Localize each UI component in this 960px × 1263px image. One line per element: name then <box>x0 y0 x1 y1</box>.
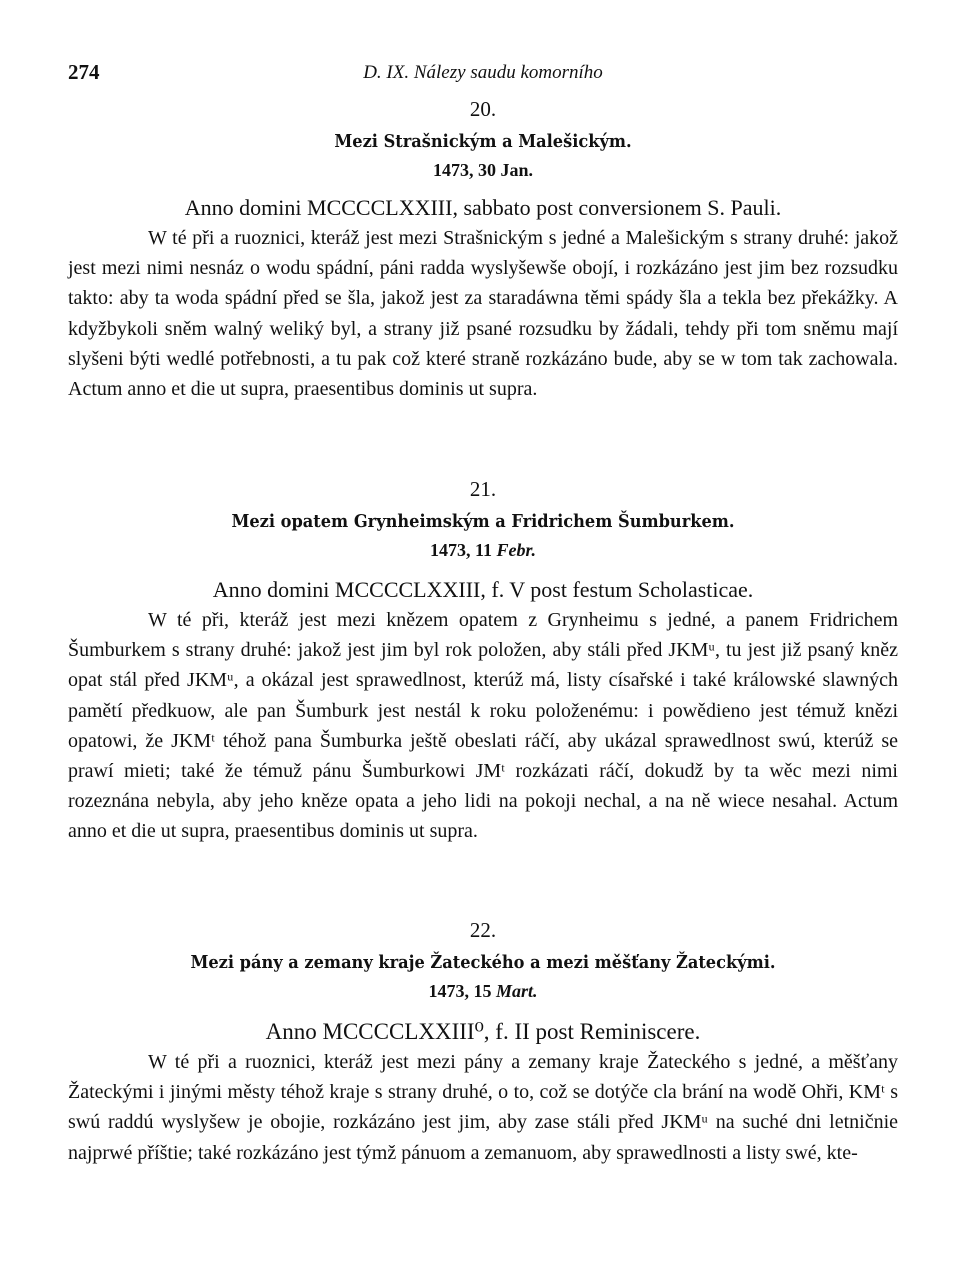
document-date <box>68 536 898 564</box>
document-text: W té při a ruoznici, kteráž jest mezi pány a zemany kraje Žateckého s jedné, a měšťany Žateckými i jinými městy téhož kraje s strany druhé, o to, což se dotýče cla brání na wodě Ohři, KMᵗ s swú raddú wyslyšew je obojie, rozkázáno jest jim, aby zase stáli před JKMᵘ na suché dni letničnie najprwé příštie; také rozkázáno jest týmž pánuom a zemanuom, aby sprawedlnosti a listy swé, kte- <box>68 1051 898 1164</box>
section-20 <box>68 94 898 404</box>
document-date-month: Febr. <box>496 540 537 560</box>
document-date-month: Mart. <box>495 981 538 1001</box>
document-text: W té při, kteráž jest mezi knězem opatem z Grynheimu s jedné, a panem Fridrichem Šumburkem s strany druhé: jakož jest jim byl rok položen, aby stáli před JKMᵘ, tu jest již psaný kněz opat stál před JKMᵘ, a okázal jest sprawedlnost, kterúž má, listy císařské i také králowské slawných pamětí předkuow, ale pan Šumburk jest nestál k roku položenému: i powědieno jest témuž knězi opatowi, že JKMᵗ téhož pana Šumburka ještě obeslati ráčí, aby ukázal sprawedlnost swú, kterúž se prawí mieti; také že témuž pánu Šumburkowi JMᵗ rozkázati ráčí, dokudž by ta wěc mezi nimi rozeznána nebyla, aby jeho kněze opata a jeho lidi na pokoji nechal, a na ně wiece nesahal. Actum anno et die ut supra, praesentibus dominis ut supra. <box>68 609 898 843</box>
document-date-day: 1473, 15 <box>428 981 492 1001</box>
document-date-day: 1473, 11 <box>429 540 492 560</box>
anno-line: Anno domini MCCCCLXXIII, sabbato post conversionem S. Pauli. <box>184 195 782 220</box>
document-date-month: Jan. <box>500 160 533 180</box>
document-number: 21. <box>469 477 497 501</box>
document-date <box>68 156 898 184</box>
anno-line: Anno MCCCCLXXIII⁰, f. II post Reminiscere. <box>265 1019 701 1044</box>
document-heading: Mezi pány a zemany kraje Žateckého a mezi měšťany Žateckými. <box>190 952 776 973</box>
document-date-day: 1473, 30 <box>432 160 496 180</box>
section-22 <box>68 915 898 1168</box>
document-heading: Mezi Strašnickým a Malešickým. <box>334 131 632 152</box>
document-heading: Mezi opatem Grynheimským a Fridrichem Šumburkem. <box>231 511 735 532</box>
running-title: D. IX. Nálezy saudu komorního <box>363 62 603 83</box>
page-number: 274 <box>68 60 100 84</box>
document-number: 22. <box>469 918 497 942</box>
running-head <box>68 60 898 90</box>
section-21 <box>68 474 898 847</box>
anno-line: Anno domini MCCCCLXXIII, f. V post festum Scholasticae. <box>212 577 754 602</box>
document-number: 20. <box>469 97 497 121</box>
document-date <box>68 977 898 1005</box>
document-text: W té při a ruoznici, kteráž jest mezi Strašnickým s jedné a Malešickým s strany druhé: jakož jest mezi nimi nesnáz o wodu spádní, páni radda wyslyšewše obojí, i rozkázáno jest jim bez rozsudku takto: aby ta woda spádní před se šla, jakož jest za staradáwna těmi spády šla a tekla bez překážky. A kdyžbykoli sněm walný weliký byl, a strany již psané rozsudku by žádali, tehdy při tom sněmu mají slyšeni býti wedlé potřebnosti, a tu pak což které straně rozkázáno bude, aby se w tom tak zachowala. Actum anno et die ut supra, praesentibus dominis ut supra. <box>68 227 898 401</box>
